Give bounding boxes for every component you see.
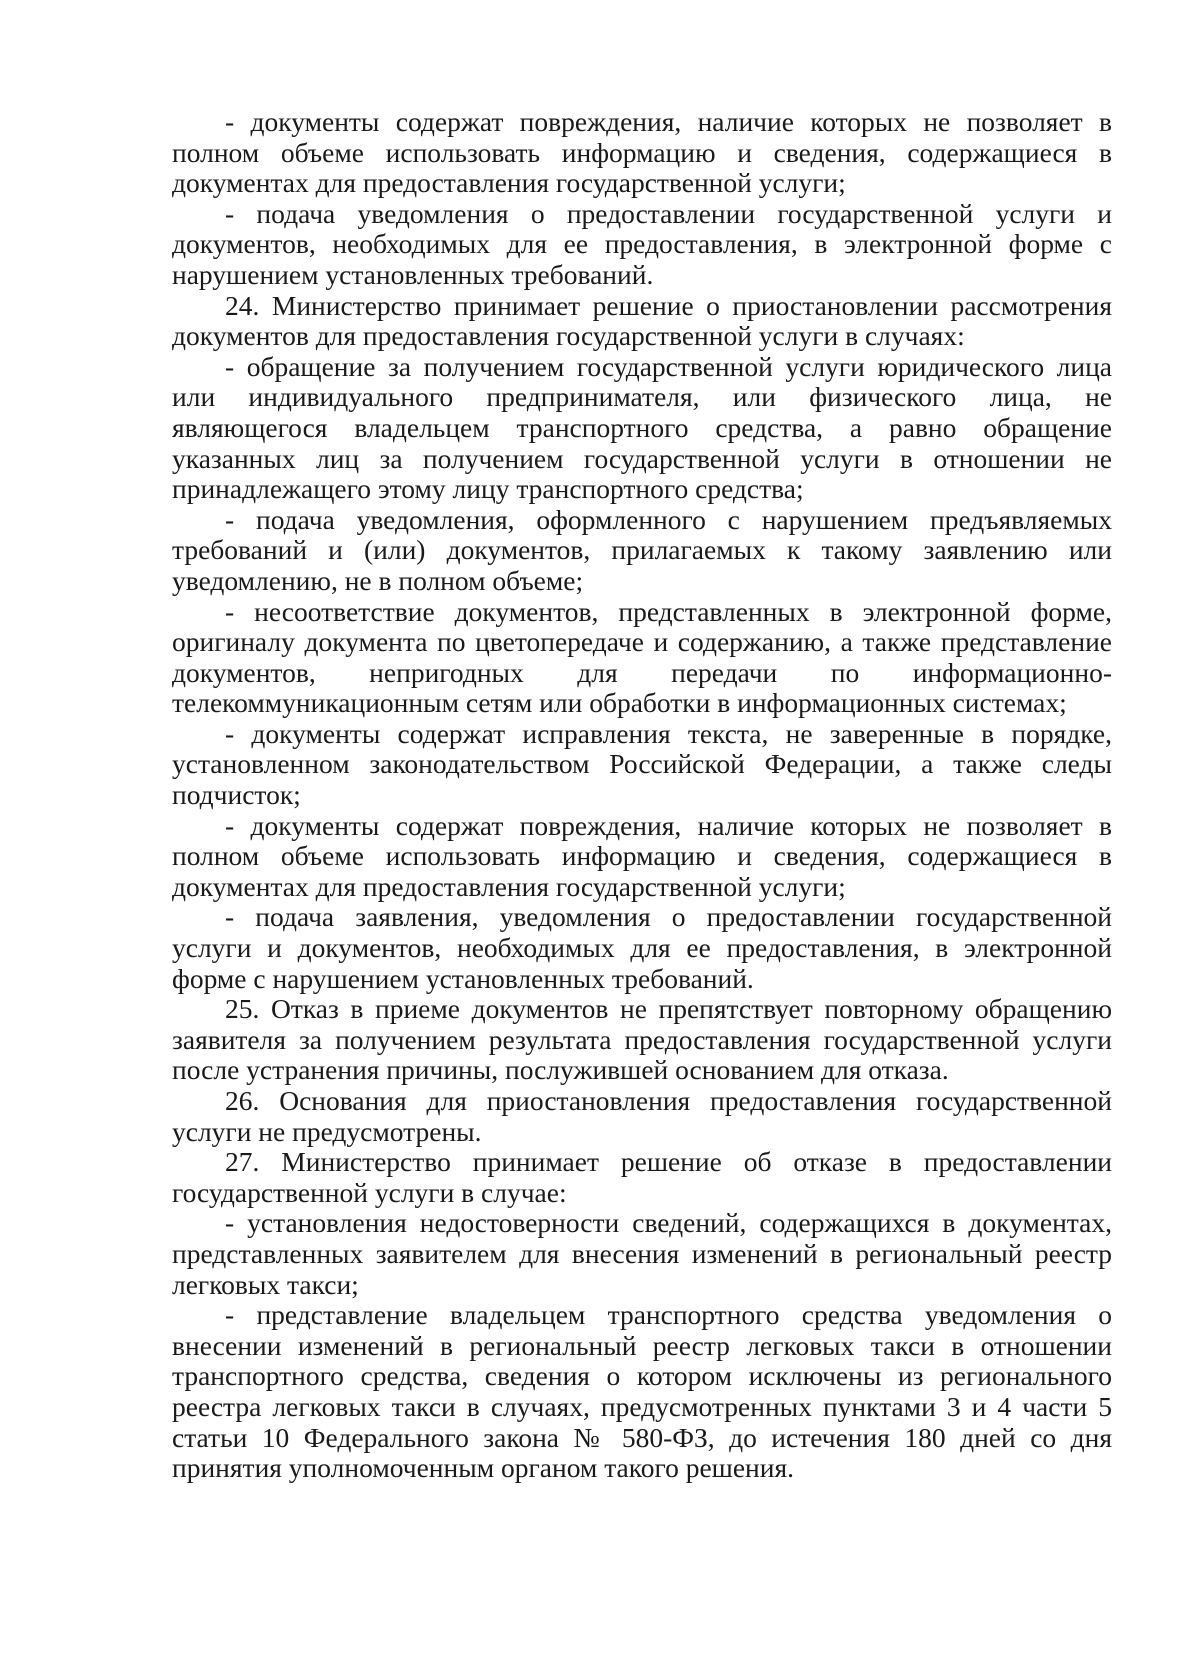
document-body — [172, 107, 1112, 1484]
paragraph-corrections: - документы содержат исправления текста, не заверенные в порядке, установленном законодательством Российской Федерации, а также следы подчисток; — [172, 717, 1112, 811]
paragraph-item-24: 24. Министерство принимает решение о приостановлении рассмотрения документов для предоставления государственной услуги в случаях: — [172, 289, 1112, 352]
paragraph-damaged-docs-2: - документы содержат повреждения, наличие которых не позволяет в полном объеме использовать информацию и сведения, содержащиеся в документах для предоставления государственной услуги; — [172, 809, 1112, 902]
paragraph-notification-violation-2: - подача заявления, уведомления о предоставлении государственной услуги и документов, необходимых для ее предоставления, в электронной форме с нарушением установленных требований. — [172, 901, 1112, 994]
paragraph-item-27: 27. Министерство принимает решение об отказе в предоставлении государственной услуги в случае: — [172, 1146, 1112, 1208]
paragraph-excluded-vehicle: - представление владельцем транспортного средства уведомления о внесении изменений в региональный реестр легковых такси в отношении транспортного средства, сведения о котором исключены из регионального реестра легковых такси в случаях, предусмотренных пунктами 3 и 4 части 5 статьи 10 Федерального закона № 580-ФЗ, до истечения 180 дней со дня принятия уполномоченным органом такого решения. — [172, 1299, 1112, 1484]
paragraph-incomplete-notification: - подача уведомления, оформленного с нарушением предъявляемых требований и (или) документов, прилагаемых к такому заявлению или уведомлению, не в полном объеме; — [172, 503, 1112, 596]
paragraph-item-25: 25. Отказ в приеме документов не препятствует повторному обращению заявителя за получением результата предоставления государственной услуги после устранения причины, послужившей основанием для отказа. — [172, 993, 1112, 1086]
paragraph-item-26: 26. Основания для приостановления предоставления государственной услуги не предусмотрены. — [172, 1085, 1112, 1147]
paragraph-unreliable-info: - установления недостоверности сведений, содержащихся в документах, представленных заявителем для внесения изменений в региональный реестр легковых такси; — [172, 1207, 1112, 1300]
paragraph-not-owner: - обращение за получением государственной услуги юридического лица или индивидуального предпринимателя, или физического лица, не являющегося владельцем транспортного средства, а равно обращение указанных лиц за получением государственной услуги в отношении не принадлежащего этому лицу транспортного средства; — [172, 350, 1112, 505]
paragraph-mismatch-electronic: - несоответствие документов, представленных в электронной форме, оригиналу документа по цветопередаче и содержанию, а также представление документов, непригодных для передачи по информационно-телекоммуникационным сетям или обработки в информационных системах; — [172, 595, 1112, 719]
paragraph-damaged-docs-1: - документы содержат повреждения, наличие которых не позволяет в полном объеме использовать информацию и сведения, содержащиеся в документах для предоставления государственной услуги; — [172, 106, 1112, 199]
paragraph-notification-violation-1: - подача уведомления о предоставлении государственной услуги и документов, необходимых для ее предоставления, в электронной форме с нарушением установленных требований. — [172, 197, 1112, 290]
